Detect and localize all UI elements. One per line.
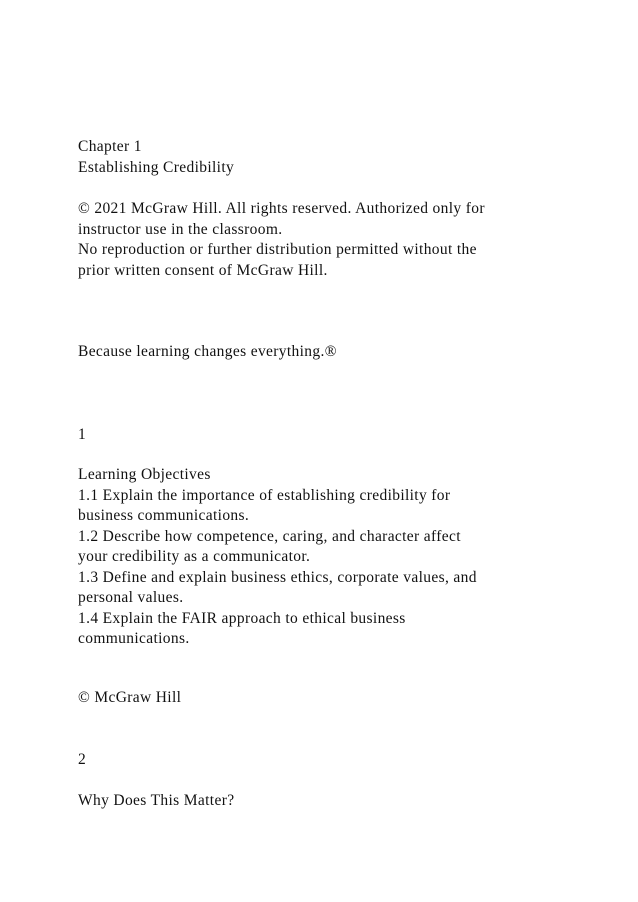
copyright-line: prior written consent of McGraw Hill.: [78, 261, 328, 279]
tagline-block: [78, 342, 558, 363]
slide-number-block: [78, 750, 558, 771]
chapter-heading-block: [78, 137, 558, 178]
copyright-line: No reproduction or further distribution permitted without the: [78, 241, 477, 258]
objective-line: 1.3 Define and explain business ethics, corporate values, and: [78, 568, 477, 586]
copyright-line: instructor use in the classroom.: [78, 220, 283, 238]
learning-objectives-heading: Learning Objectives: [78, 466, 211, 483]
copyright-line: © 2021 McGraw Hill. All rights reserved. Authorized only for: [78, 200, 485, 217]
learning-objectives: [78, 465, 558, 650]
slide-number: 1: [78, 426, 87, 443]
chapter-heading: Chapter 1: [78, 138, 142, 155]
objective-line: communications.: [78, 630, 190, 647]
copyright-notice: [78, 199, 558, 281]
footer-copyright: © McGraw Hill: [78, 689, 182, 706]
chapter-title: Establishing Credibility: [78, 158, 235, 176]
tagline: Because learning changes everything.®: [78, 343, 337, 360]
section-heading: Why Does This Matter?: [78, 792, 235, 809]
objective-line: 1.4 Explain the FAIR approach to ethical business: [78, 609, 406, 627]
slide-number-block: [78, 425, 558, 446]
objective-line: business communications.: [78, 507, 250, 524]
next-section-block: [78, 791, 558, 812]
objective-line: 1.2 Describe how competence, caring, and character affect: [78, 527, 461, 545]
footer-copyright-block: [78, 688, 558, 709]
objective-line: personal values.: [78, 589, 184, 606]
objective-line: 1.1 Explain the importance of establishing credibility for: [78, 486, 451, 504]
objective-line: your credibility as a communicator.: [78, 548, 311, 565]
slide-number: 2: [78, 751, 87, 768]
